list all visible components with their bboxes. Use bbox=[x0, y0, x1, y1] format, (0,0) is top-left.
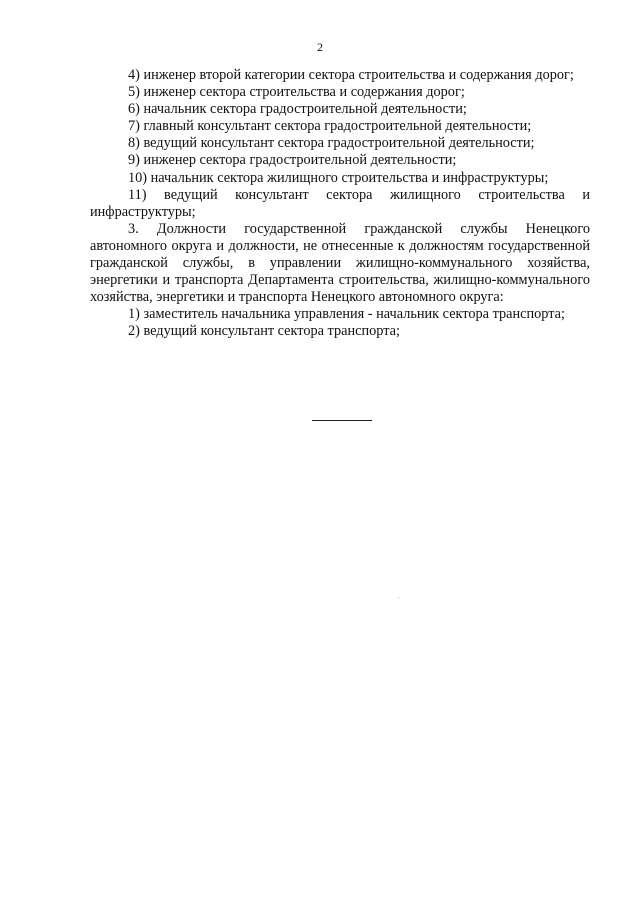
list-item-7: 7) главный консультант сектора градостроительной деятельности; bbox=[128, 118, 532, 135]
list-item-5: 5) инженер сектора строительства и содержания дорог; bbox=[128, 84, 465, 101]
section-3-heading: 3. Должности государственной гражданской службы Ненецкого автономного округа и должности, не отнесенные к должностям государственной гражданской службы, в управлении жилищно-коммунального хозяйства, энергетики и транспорта Департамента строительства, жилищно-коммунального хозяйства, энергетики и транспорта Ненецкого автономного округа: bbox=[90, 220, 590, 306]
section-3-item-1: 1) заместитель начальника управления - начальник сектора транспорта; bbox=[128, 306, 565, 323]
list-item-6: 6) начальник сектора градостроительной деятельности; bbox=[128, 101, 467, 118]
scan-speck bbox=[398, 597, 399, 598]
list-item-9: 9) инженер сектора градостроительной деятельности; bbox=[128, 152, 457, 169]
document-body bbox=[90, 67, 590, 341]
list-item-4: 4) инженер второй категории сектора строительства и содержания дорог; bbox=[128, 67, 574, 83]
list-item-11: 11) ведущий консультант сектора жилищного строительства и инфраструктуры; bbox=[90, 186, 590, 220]
list-item-10: 10) начальник сектора жилищного строительства и инфраструктуры; bbox=[128, 169, 549, 186]
section-3-item-2: 2) ведущий консультант сектора транспорта; bbox=[128, 323, 400, 340]
page-number: 2 bbox=[317, 40, 323, 54]
list-item-8: 8) ведущий консультант сектора градостроительной деятельности; bbox=[128, 135, 535, 152]
end-divider bbox=[312, 420, 372, 421]
